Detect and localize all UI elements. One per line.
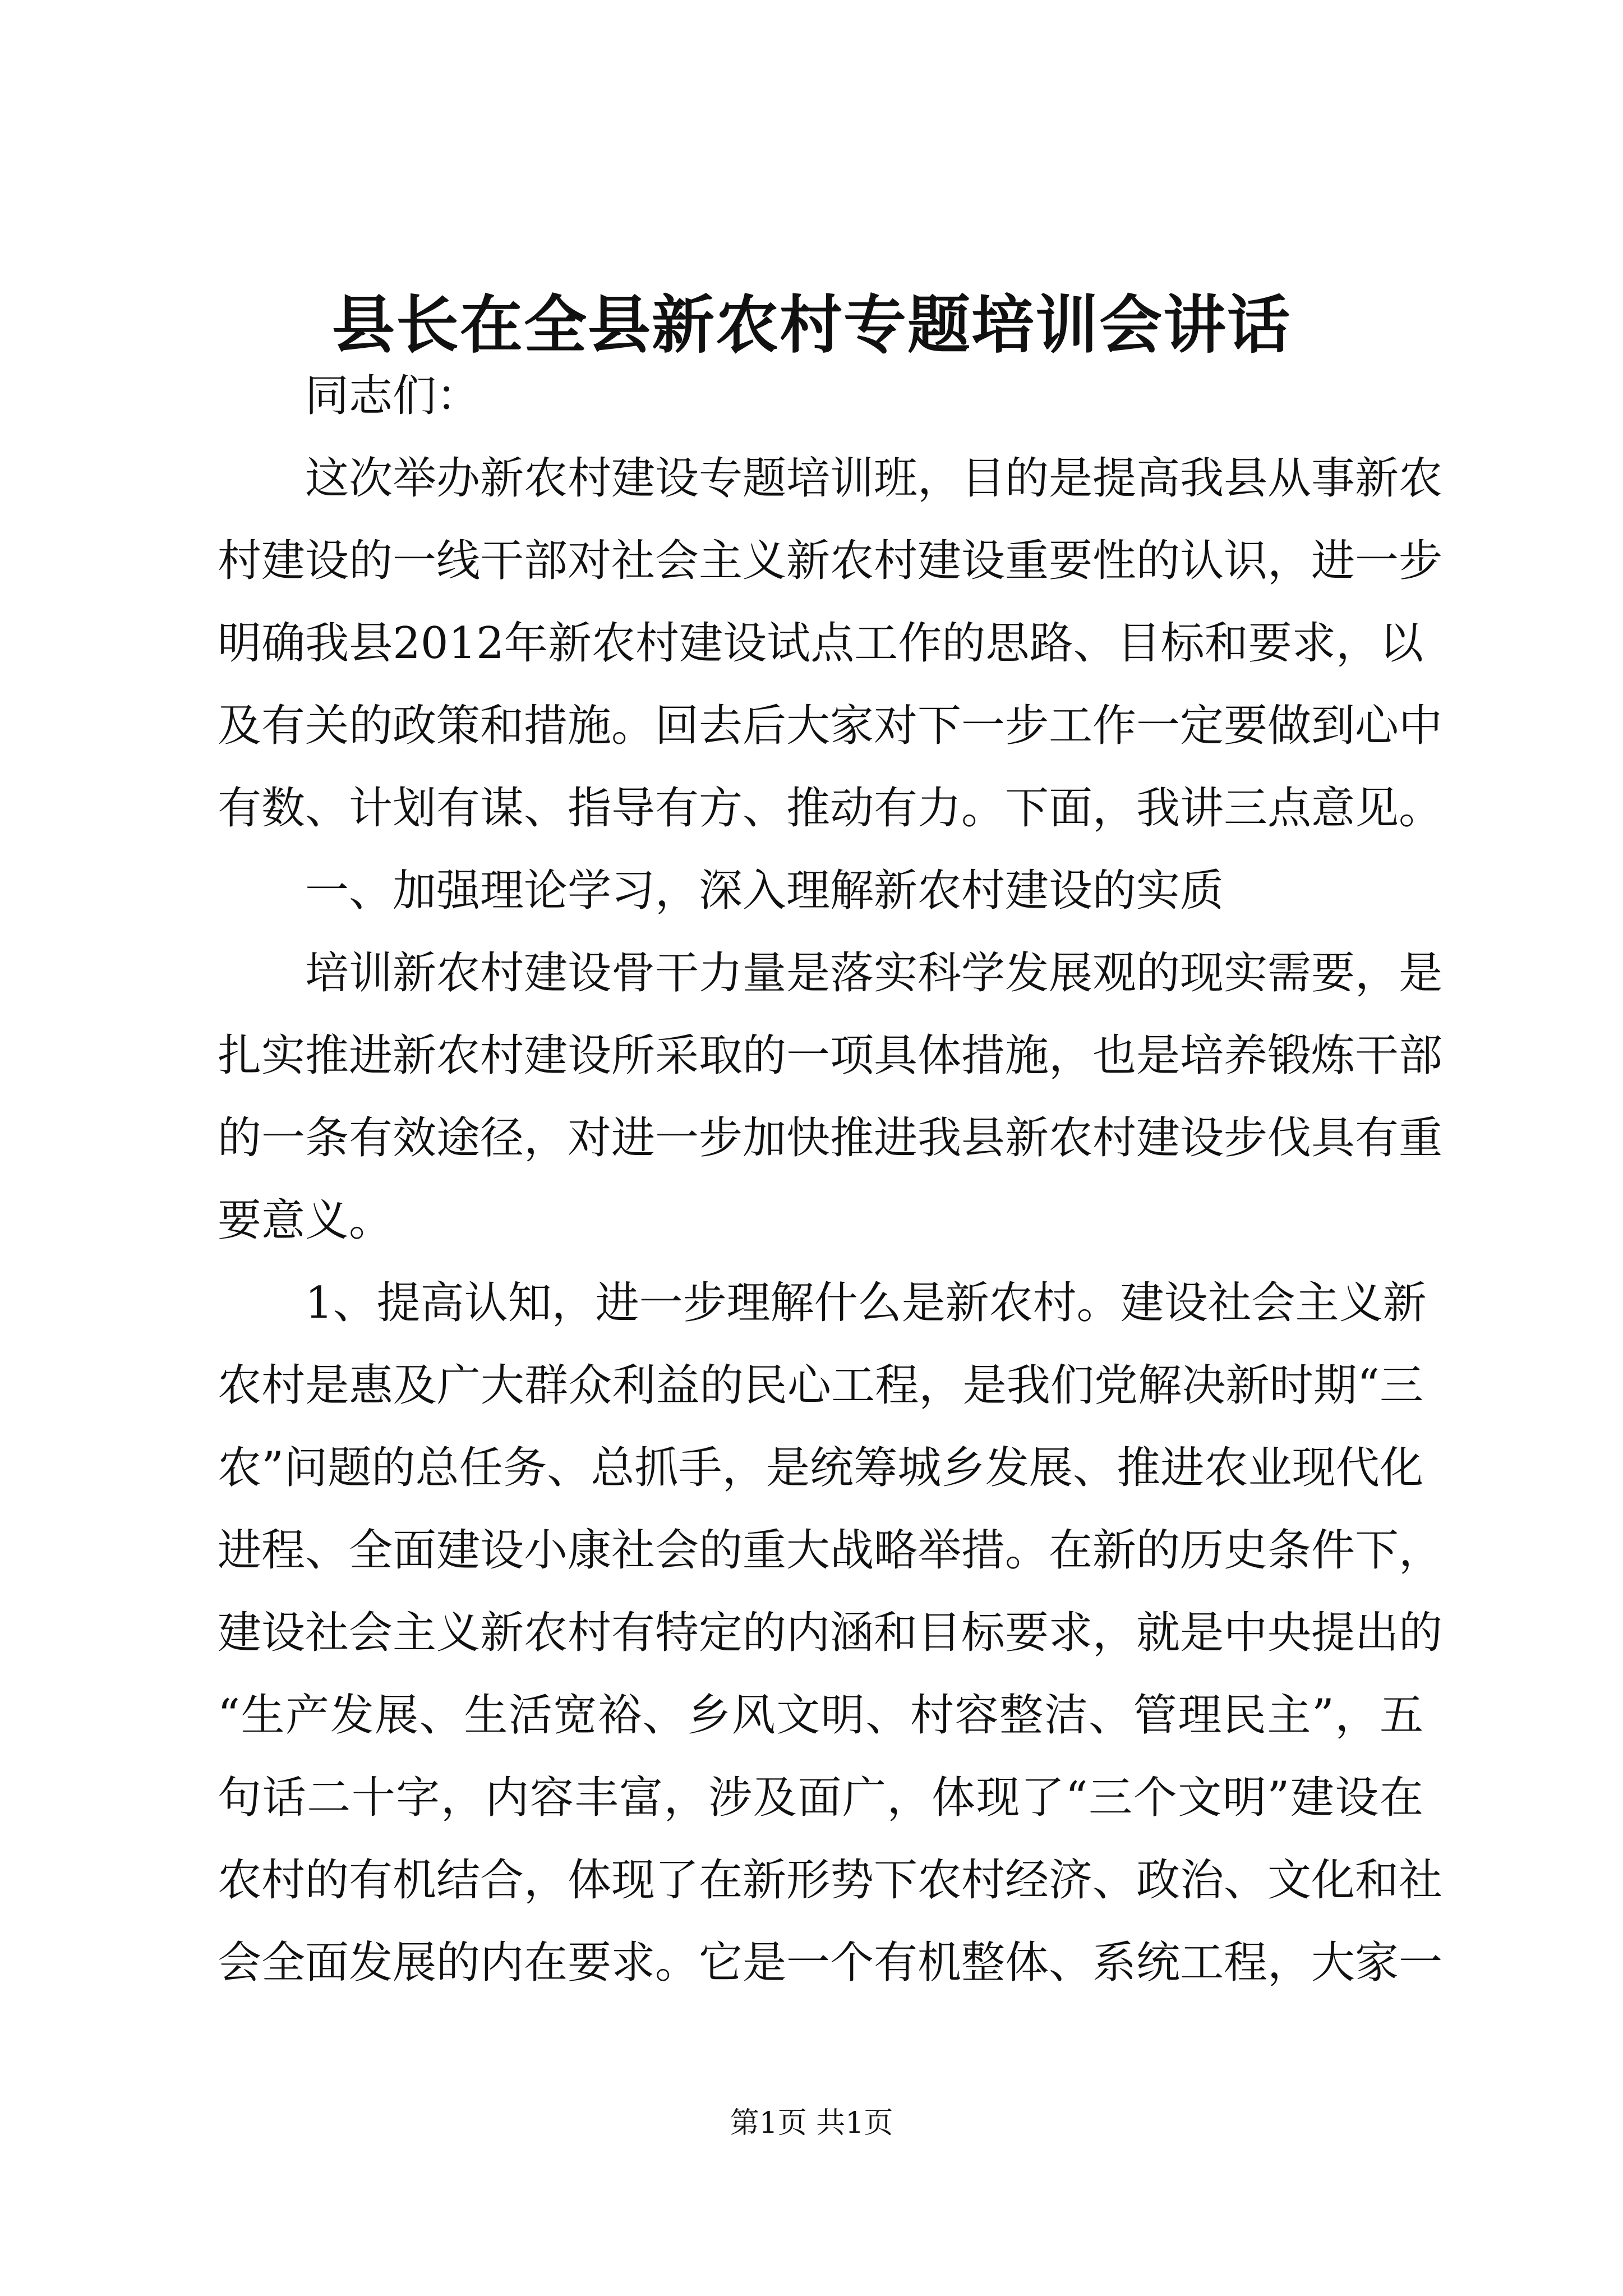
text-line: 扎实推进新农村建设所采取的一项具体措施，也是培养锻炼干部 xyxy=(218,1030,1443,1081)
text-line: 农”问题的总任务、总抓手，是统筹城乡发展、推进农业现代化 xyxy=(218,1443,1423,1493)
text-line: 一、加强理论学习，深入理解新农村建设的实质 xyxy=(305,866,1224,916)
text-line: 会全面发展的内在要求。它是一个有机整体、系统工程，大家一 xyxy=(218,1938,1443,1988)
text-line: 农村的有机结合，体现了在新形势下农村经济、政治、文化和社 xyxy=(218,1855,1443,1906)
text-line: 建设社会主义新农村有特定的内涵和目标要求，就是中央提出的 xyxy=(218,1608,1443,1658)
text-line: 1、提高认知，进一步理解什么是新农村。建设社会主义新 xyxy=(305,1278,1427,1328)
text-line: 进程、全面建设小康社会的重大战略举措。在新的历史条件下， xyxy=(218,1525,1443,1576)
text-line: 的一条有效途径，对进一步加快推进我县新农村建设步伐具有重 xyxy=(218,1113,1443,1163)
text-line: 句话二十字，内容丰富，涉及面广，体现了“三个文明”建设在 xyxy=(218,1773,1423,1823)
text-line: 培训新农村建设骨干力量是落实科学发展观的现实需要，是 xyxy=(305,948,1443,999)
page-footer: 第1页 共1页 xyxy=(730,2106,893,2140)
text-line: 明确我县2012年新农村建设试点工作的思路、目标和要求，以 xyxy=(218,618,1423,669)
text-line: 村建设的一线干部对社会主义新农村建设重要性的认识，进一步 xyxy=(218,536,1443,586)
text-line: 农村是惠及广大群众利益的民心工程，是我们党解决新时期“三 xyxy=(218,1360,1423,1411)
text-line: 这次举办新农村建设专题培训班，目的是提高我县从事新农 xyxy=(305,453,1443,504)
document-body xyxy=(218,355,1443,2004)
text-line: 有数、计划有谋、指导有方、推动有力。下面，我讲三点意见。 xyxy=(218,783,1443,834)
text-line: “生产发展、生活宽裕、乡风文明、村容整洁、管理民主”，五 xyxy=(218,1690,1423,1741)
text-line: 同志们： xyxy=(305,371,481,421)
text-line: 及有关的政策和措施。回去后大家对下一步工作一定要做到心中 xyxy=(218,701,1443,751)
text-line: 要意义。 xyxy=(218,1195,393,1246)
document-title: 县长在全县新农村专题培训会讲话 xyxy=(332,288,1291,362)
